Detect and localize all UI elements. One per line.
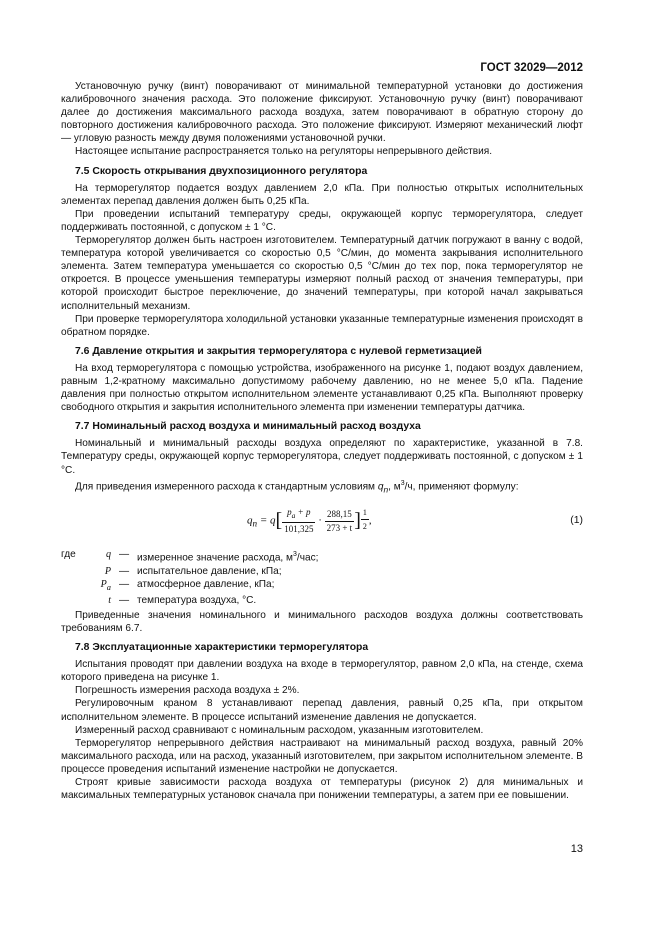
legend-row: где q — измеренное значение расхода, $м^3$/час; (61, 549, 319, 564)
section-heading-7-5: 7.5 Скорость открывания двухпозиционного регулятора (75, 165, 368, 177)
formula-legend (61, 548, 583, 607)
legend-row: $P_a$ — атмосферное давление, кПа; (100, 578, 275, 592)
paragraph: Измеренный расход сравнивают с номинальным расходом, указанным изготовителем. (75, 724, 484, 736)
paragraph: Приведенные значения номинального и минимального расходов воздуха должны соответствовать требованиям 6.7. (61, 609, 583, 634)
paragraph: Для приведения измеренного расхода к стандартным условиям $q_n$, $м^3/ч$, применяют формулу: (75, 479, 519, 494)
paragraph: Терморегулятор непрерывного действия настраивают на минимальный расход воздуха, равный 20% максимального расхода, или на расход, указанный изготовителем, при закрытом исполнительном элементе. В процессе проведения испытаний изменение настройки не допускается. (61, 737, 583, 775)
page-body (61, 80, 583, 802)
section-heading-7-6: 7.6 Давление открытия и закрытия терморегулятора с нулевой герметизацией (75, 345, 482, 357)
formula-expression: $q_n = q$[ $\frac{p_a + p}{101,325}$ · $\frac{288,15}{273 + t}$ ] $\frac{1}{2}$ , (247, 507, 372, 534)
paragraph: При проведении испытаний температуру среды, окружающей корпус терморегулятора, следует поддерживать постоянной, с допуском ± 1 °С. (61, 208, 583, 233)
formula-number: (1) (570, 515, 583, 527)
paragraph: Настоящее испытание распространяется только на регуляторы непрерывного действия. (75, 146, 493, 158)
paragraph: Регулировочным краном 8 устанавливают перепад давления, равный 0,25 кПа, при открытом исполнительном элементе. В процессе испытаний изменение давления не допускается. (61, 698, 583, 723)
paragraph: Испытания проводят при давлении воздуха на входе в терморегулятор, равном 2,0 кПа, на стенде, схема которого приведена на рисунке 1. (61, 659, 583, 684)
section-heading-7-8: 7.8 Эксплуатационные характеристики терморегулятора (75, 642, 369, 654)
paragraph: Установочную ручку (винт) поворачивают от минимальной температурной установки до достижения калибровочного значения расхода. Это положение фиксируют. Установочную ручку (винт) поворачивают далее до достижения максимального расхода воздуха, затем поворачивают в обратную сторону до повторного достижения калибровочного расхода. Это положение фиксируют. Измеряют механический люфт — угловую разность между двумя положениями установочной ручки. (61, 81, 583, 145)
page-number: 13 (570, 843, 583, 855)
document-id: ГОСТ 32029—2012 (480, 62, 583, 74)
paragraph: На терморегулятор подается воздух давлением 2,0 кПа. При полностью открытых исполнительных элементах перепад давления должен быть 0,25 кПа. (61, 182, 583, 207)
paragraph: Терморегулятор должен быть настроен изготовителем. Температурный датчик погружают в ванну с водой, температура которой увеличивается со скоростью 0,5 °С/мин, до момента закрывания исполнительного элемента. Затем температура уменьшается со скоростью 0,5 °С/мин до тех пор, пока терморегулятор не откроется. В процессе уменьшения температуры измеряют полный расход от значения температуры, при которой происходит быстрое переключение, до значений температуры, при которой начал закрываться исполнительный механизм. (61, 235, 583, 312)
paragraph: Номинальный и минимальный расходы воздуха определяют по характеристике, указанной в 7.8. Температуру среды, окружающей корпус терморегулятора, следует поддерживать постоянной, с допуском ± 1 °С. (61, 438, 583, 476)
formula-1 (61, 502, 583, 544)
paragraph: На вход терморегулятора с помощью устройства, изображенного на рисунке 1, подают воздух давлением, равным 1,2-кратному максимально допустимому рабочему давлению, но не менее 5,0 кПа. Падение давления при полностью открытом исполнительном элементе устанавливают 0,25 кПа. Выполняют проверку свободного открытия и закрытия исполнительного элемента при изменении температуры датчика. (61, 362, 583, 414)
legend-row: t — температура воздуха, °С. (108, 594, 257, 606)
paragraph: Погрешность измерения расхода воздуха ± 2%. (75, 685, 300, 697)
paragraph: Строят кривые зависимости расхода воздуха от температуры (рисунок 2) для минимальных и максимальных температурных установок сначала при понижении температуры, а затем при ее повышении. (61, 776, 583, 802)
section-heading-7-7: 7.7 Номинальный расход воздуха и минимальный расход воздуха (75, 421, 421, 433)
legend-row: P — испытательное давление, кПа; (104, 565, 282, 577)
paragraph: При проверке терморегулятора холодильной установки указанные температурные изменения происходят в обратном порядке. (61, 313, 583, 338)
